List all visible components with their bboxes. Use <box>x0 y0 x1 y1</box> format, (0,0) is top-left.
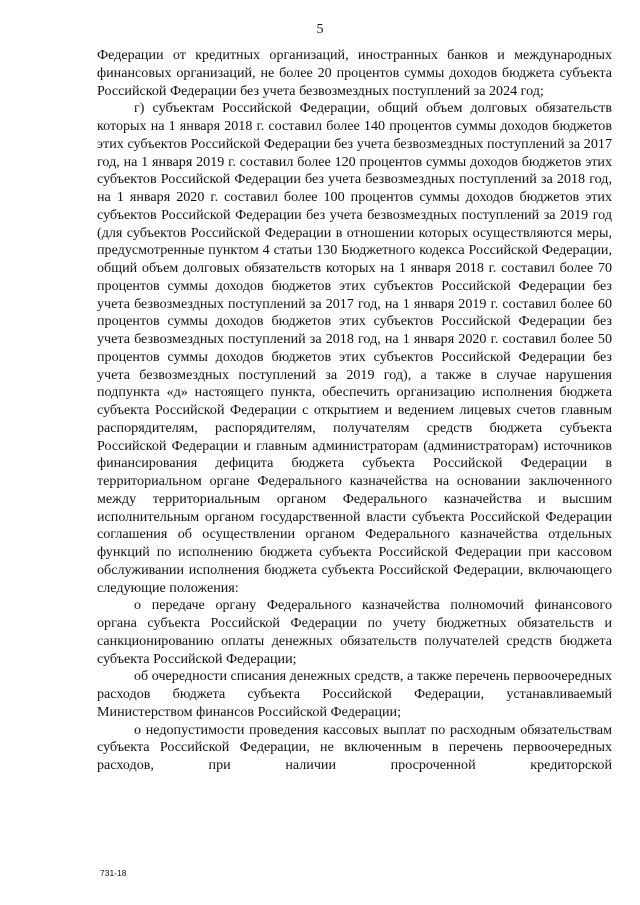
paragraph-provision-transfer: о передаче органу Федерального казначейства полномочий финансового органа субъекта Российской Федерации по учету бюджетных обязательств и санкционированию оплаты денежных обязательств получателей средств бюджета субъекта Российской Федерации; <box>97 597 612 667</box>
document-body <box>97 47 612 775</box>
page-number: 5 <box>316 22 324 37</box>
document-code: 731-18 <box>100 868 127 878</box>
paragraph-provision-order: об очередности списания денежных средств, а также перечень первоочередных расходов бюджета субъекта Российской Федерации, устанавливаемый Министерством финансов Российской Федерации; <box>97 668 612 720</box>
paragraph-provision-inadmissibility: о недопустимости проведения кассовых выплат по расходным обязательствам субъекта Российской Федерации, не включенным в перечень первоочередных расходов, при наличии просроченной кредиторской <box>97 721 612 773</box>
paragraph-continuation: Федерации от кредитных организаций, иностранных банков и международных финансовых организаций, не более 20 процентов суммы доходов бюджета субъекта Российской Федерации без учета безвозмездных поступлений за 2024 год; <box>97 47 612 99</box>
paragraph-subitem-g: г) субъектам Российской Федерации, общий объем долговых обязательств которых на 1 января 2018 г. составил более 140 процентов суммы доходов бюджетов этих субъектов Российской Федерации без учета безвозмездных поступлений за 2017 год, на 1 января 2019 г. составил более 120 процентов суммы доходов бюджетов этих субъектов Российской Федерации без учета безвозмездных поступлений за 2018 год, на 1 января 2020 г. составил более 100 процентов суммы доходов бюджетов этих субъектов Российской Федерации без учета безвозмездных поступлений за 2019 год (для субъектов Российской Федерации в отношении которых осуществляются меры, предусмотренные пунктом 4 статьи 130 Бюджетного кодекса Российской Федерации, общий объем долговых обязательств которых на 1 января 2018 г. составил более 70 процентов суммы доходов бюджетов этих субъектов Российской Федерации без учета безвозмездных поступлений за 2017 год, на 1 января 2019 г. составил более 60 процентов суммы доходов бюджетов этих субъектов Российской Федерации без учета безвозмездных поступлений за 2018 год, на 1 января 2020 г. составил более 50 процентов суммы доходов бюджетов этих субъектов Российской Федерации без учета безвозмездных поступлений за 2019 год), а также в случае нарушения подпункта «д» настоящего пункта, обеспечить организацию исполнения бюджета субъекта Российской Федерации с открытием и ведением лицевых счетов главным распорядителям, распорядителям, получателям средств бюджета субъекта Российской Федерации и главным администраторам (администраторам) источников финансирования дефицита бюджета субъекта Российской Федерации в территориальном органе Федерального казначейства на основании заключенного между территориальным органом Федерального казначейства и высшим исполнительным органом государственной власти субъекта Российской Федерации соглашения об осуществлении органом Федерального казначейства отдельных функций по исполнению бюджета субъекта Российской Федерации при кассовом обслуживании исполнения бюджета субъекта Российской Федерации, включающего следующие положения: <box>97 100 612 596</box>
